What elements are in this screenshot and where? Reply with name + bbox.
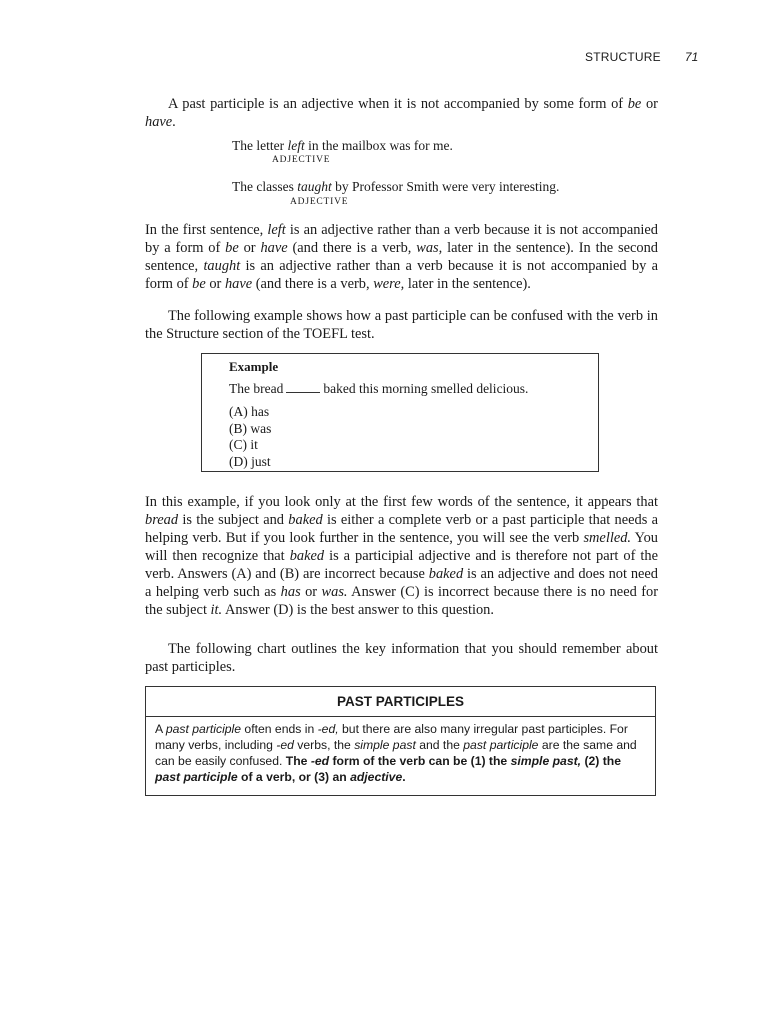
example-sentence-2: The classes taught by Professor Smith were very interesting. xyxy=(232,179,560,194)
page-number: 71 xyxy=(684,50,699,64)
analysis-paragraph: In this example, if you look only at the first few words of the sentence, it appears that bread is the subject and baked is either a complete verb or a past participle that needs a helping verb. But if you look further in the sentence, you will see the verb smelled. You will then recognize that baked is a participial adjective and is therefore not part of the verb. Answers (A) and (B) are incorrect because baked is an adjective and does not need a helping verb such as has or was. Answer (C) is incorrect because there is no need for the subject it. Answer (D) is the best answer to this question. xyxy=(145,494,658,618)
option-b: (B) was xyxy=(229,420,272,436)
past-participles-chart xyxy=(145,686,656,796)
answer-options xyxy=(229,404,271,470)
answer-blank xyxy=(286,392,320,393)
chart-body: A past participle often ends in -ed, but there are also many irregular past participles. For many verbs, including -ed verbs, the simple past and the past participle are the same and can be easily confused. The -ed form of the verb can be (1) the simple past, (2) the past participle of a verb, or (3) an adjective. xyxy=(155,722,637,784)
intro-paragraph: A past participle is an adjective when it is not accompanied by some form of be or have. xyxy=(145,96,658,130)
example-box xyxy=(201,353,599,472)
chart-title: PAST PARTICIPLES xyxy=(146,687,655,717)
running-header xyxy=(585,50,699,64)
section-title: STRUCTURE xyxy=(585,50,661,64)
option-a: (A) has xyxy=(229,404,270,419)
chart-intro-paragraph: The following chart outlines the key information that you should remember about past participles. xyxy=(145,641,658,675)
explanation-paragraph: In the first sentence, left is an adjective rather than a verb because it is not accompanied by a form of be or have (and there is a verb, was, later in the sentence). In the second sentence, taught is an adjective rather than a verb because it is not accompanied by a form of be or have (and there is a verb, were, later in the sentence). xyxy=(145,222,658,292)
adjective-label-1: ADJECTIVE xyxy=(272,155,331,165)
adjective-label-2: ADJECTIVE xyxy=(290,197,349,207)
example-sentence-1: The letter left in the mailbox was for me. xyxy=(232,138,453,153)
example-heading: Example xyxy=(229,359,279,374)
option-d: (D) just xyxy=(229,453,271,469)
transition-paragraph: The following example shows how a past participle can be confused with the verb in the Structure section of the TOEFL test. xyxy=(145,308,658,342)
example-question: The bread baked this morning smelled delicious. xyxy=(229,381,529,396)
option-c: (C) it xyxy=(229,437,258,452)
